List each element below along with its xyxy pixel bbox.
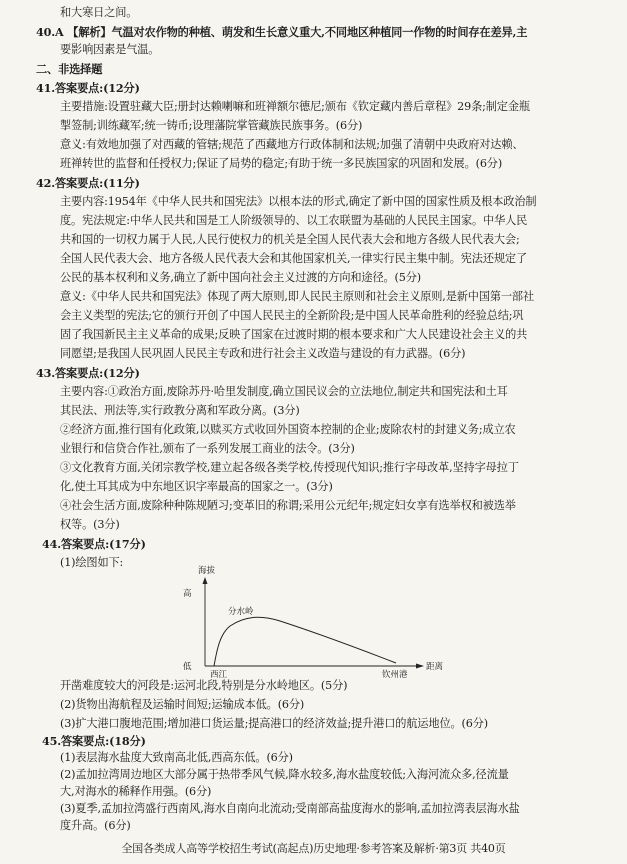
text-line: 化,使土耳其成为中东地区识字率最高的国家之一。(3分) [60,480,333,493]
text-line: (1)表层海水盐度大致南高北低,西高东低。(6分) [60,751,293,764]
text-line: 开凿难度较大的河段是:运河北段,特别是分水岭地区。(5分) [60,679,348,692]
text-line: 业银行和信贷合作社,颁布了一系列发展工商业的法令。(3分) [60,442,355,455]
text-line: 掣签制;训练藏军;统一铸币;设理藩院掌管藏族民族事务。(6分) [60,119,363,132]
canal-profile-diagram [170,566,450,680]
text-line: 班禅转世的监督和任授权力;保证了局势的稳定;有助于统一多民族国家的巩固和发展。(6分) [60,157,503,170]
page-footer: 全国各类成人高等学校招生考试(高起点)历史地理·参考答案及解析·第3页 共40页 [121,842,506,855]
text-line: 其民法、刑法等,实行政教分离和军政分离。(3分) [60,404,300,417]
y-low-label: 低 [183,662,192,672]
text-line: 权等。(3分) [60,518,120,531]
y-axis-arrow-icon [203,577,208,584]
text-line: (2)货物出海航程及运输时间短;运输成本低。(6分) [60,698,305,711]
text-line: 会主义类型的宪法;它的颁行开创了中国人民民主的全新阶段;是中国人民革命胜利的经验总结;巩 [60,309,524,322]
section-heading: 二、非选择题 [36,62,103,76]
text-line: 同愿望;是我国人民巩固人民民主专政和进行社会主义改造与建设的有力武器。(6分) [60,347,466,360]
question-43-heading: 43.答案要点:(12分) [36,366,140,380]
watershed-label: 分水岭 [228,607,254,617]
text-line: ③文化教育方面,关闭宗教学校,建立起各级各类学校,传授现代知识;推行字母改革,坚持字母拉丁 [60,461,519,474]
question-44-heading: 44.答案要点:(17分) [42,537,146,551]
text-line: 固了我国新民主主义革命的成果;反映了国家在过渡时期的根本要求和广大人民建设社会主义的共 [60,328,528,341]
question-41-heading: 41.答案要点:(12分) [36,81,140,95]
x-axis-arrow-icon [416,664,424,669]
text-line: 和大寒日之间。 [60,6,138,19]
text-line: ②经济方面,推行国有化政策,以赎买方式收回外国资本控制的企业;废除农村的封建义务;成立农 [60,423,516,436]
text-line: 主要内容:①政治方面,废除苏丹·哈里发制度,确立国民议会的立法地位,制定共和国宪法和土耳 [60,385,508,398]
text-line: (3)夏季,孟加拉湾盛行西南风,海水自南向北流动;受南部高盐度海水的影响,孟加拉湾表层海水盐 [60,802,520,815]
text-line: 要影响因素是气温。 [60,43,160,56]
text-line: 公民的基本权利和义务,确立了新中国向社会主义过渡的方向和途径。(5分) [60,271,421,284]
y-axis-label: 海拔 [198,566,216,576]
text-line: 意义:有效地加强了对西藏的管辖;规范了西藏地方行政体制和法规;加强了清朝中央政府对达赖、 [60,138,524,151]
question-45-heading: 45.答案要点:(18分) [42,734,146,748]
text-line: 全国人民代表大会、地方各级人民代表大会和其他国家机关,一律实行民主集中制。宪法还规定了 [60,252,527,265]
text-line: 主要内容:1954年《中华人民共和国宪法》以根本法的形式,确定了新中国的国家性质及根本政治制 [60,195,537,208]
question-42-heading: 42.答案要点:(11分) [36,176,140,190]
text-line: ④社会生活方面,废除种种陈规陋习;变革旧的称谓;采用公元纪年;规定妇女享有选举权和被选举 [60,499,516,512]
text-line: 度升高。(6分) [60,819,131,832]
end-point-label: 钦州港 [382,670,408,680]
text-line: 主要措施:设置驻藏大臣;册封达赖喇嘛和班禅额尔德尼;颁布《钦定藏内善后章程》29条;制定金瓶 [60,100,530,113]
y-high-label: 高 [183,589,192,599]
x-axis-label: 距离 [426,662,444,672]
start-point-label: 西江 [210,670,228,680]
text-line: (2)孟加拉湾周边地区大部分属于热带季风气候,降水较多,海水盐度较低;入海河流众多,径流量 [60,768,509,781]
text-line: (1)绘图如下: [60,556,124,569]
text-line: 意义:《中华人民共和国宪法》体现了两大原则,即人民民主原则和社会主义原则,是新中国第一部社 [60,290,535,303]
text-line: 共和国的一切权力属于人民,人民行使权力的机关是全国人民代表大会和地方各级人民代表大会; [60,233,520,246]
text-line: 度。宪法规定:中华人民共和国是工人阶级领导的、以工农联盟为基础的人民民主国家。中华人民 [60,214,528,227]
text-line: (3)扩大港口腹地范围;增加港口货运量;提高港口的经济效益;提升港口的航运地位。(6分) [60,717,488,730]
text-line: 大,对海水的稀释作用强。(6分) [60,785,212,798]
answer-40-line-1: 40.A 【解析】气温对农作物的种植、萌发和生长意义重大,不同地区种植同一作物的时间存在差异,主 [36,25,528,39]
elevation-profile-curve [214,617,396,666]
